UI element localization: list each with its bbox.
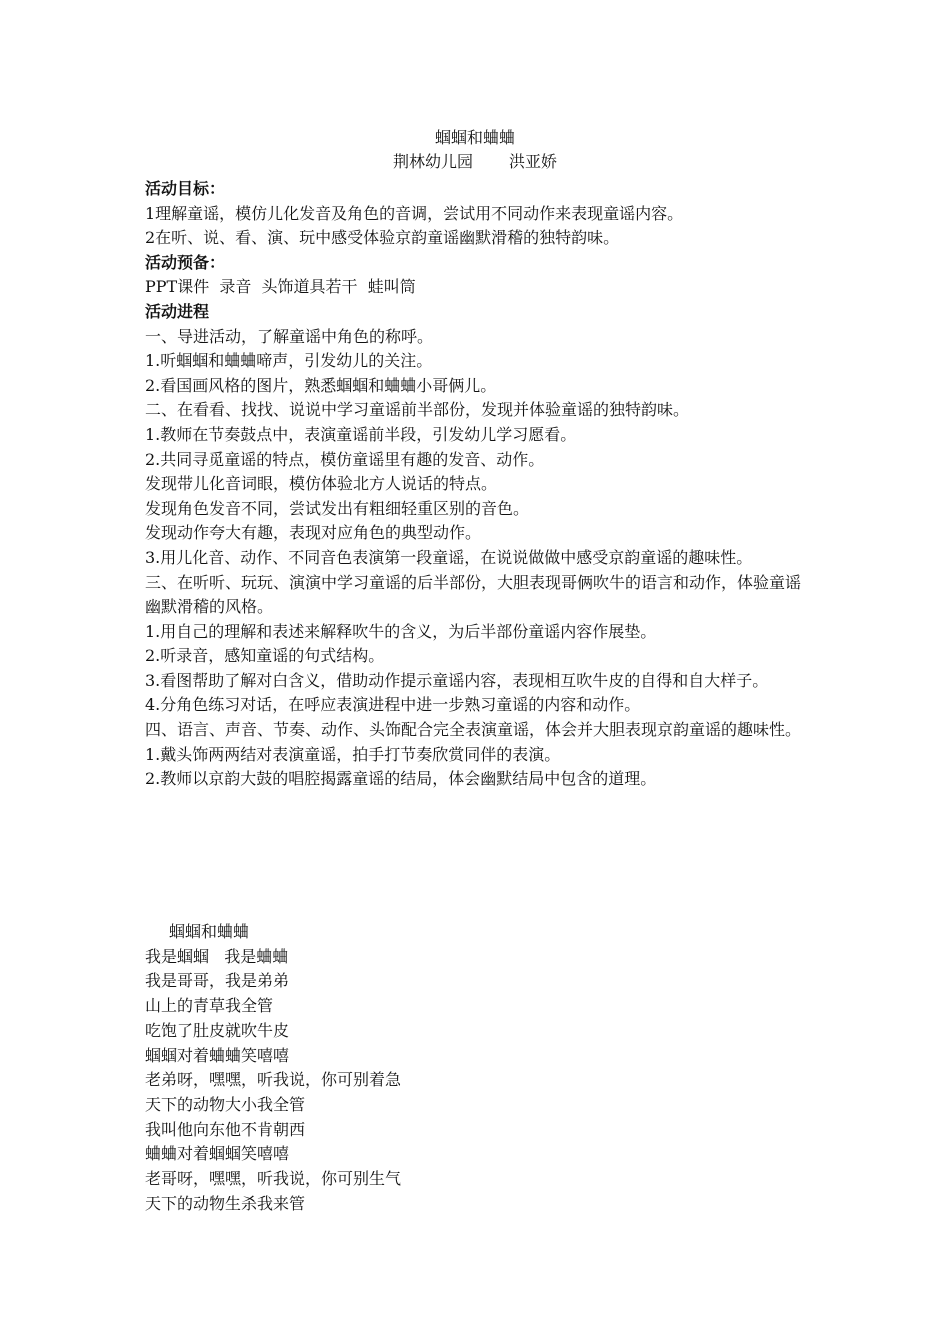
rhyme-line: 我是哥哥，我是弟弟 (145, 971, 290, 991)
nursery-rhyme (145, 920, 745, 1216)
process-line: 发现带儿化音词眼，模仿体验北方人说话的特点。 (145, 474, 498, 494)
author-name: 洪亚娇 (509, 152, 558, 171)
lesson-body (145, 177, 815, 792)
rhyme-line: 蛐蛐对着蝈蝈笑嘻嘻 (145, 1144, 290, 1164)
rhyme-line: 天下的动物生杀我来管 (145, 1193, 306, 1213)
process-line: 2.听录音，感知童谣的句式结构。 (145, 646, 385, 666)
rhyme-line: 老哥呀，嘿嘿，听我说，你可别生气 (145, 1169, 402, 1189)
rhyme-line: 吃饱了肚皮就吹牛皮 (145, 1020, 290, 1040)
rhyme-line: 我叫他向东他不肯朝西 (145, 1119, 306, 1139)
prep-heading: 活动预备： (145, 252, 226, 272)
process-line: 二、在看看、找找、说说中学习童谣前半部份，发现并体验童谣的独特韵味。 (145, 400, 690, 420)
rhyme-line: 老弟呀，嘿嘿，听我说，你可别着急 (145, 1070, 402, 1090)
author-line (0, 150, 950, 174)
process-line: 1.教师在节奏鼓点中，表演童谣前半段，引发幼儿学习愿看。 (145, 424, 577, 444)
process-line: 发现角色发音不同，尝试发出有粗细轻重区别的音色。 (145, 498, 530, 518)
process-line: 一、导进活动，了解童谣中角色的称呼。 (145, 326, 434, 346)
rhyme-line: 蝈蝈对着蛐蛐笑嘻嘻 (145, 1045, 290, 1065)
rhyme-line: 天下的动物大小我全管 (145, 1094, 306, 1114)
process-line: 四、语言、声音、节奏、动作、头饰配合完全表演童谣，体会并大胆表现京韵童谣的趣味性。 (145, 720, 802, 740)
school-name: 荆林幼儿园 (392, 152, 473, 171)
goal-item-2: 2在听、说、看、演、玩中感受体验京韵童谣幽默滑稽的独特韵味。 (145, 228, 620, 248)
process-line: 2.共同寻觅童谣的特点，模仿童谣里有趣的发音、动作。 (145, 449, 545, 469)
process-line: 2.教师以京韵大鼓的唱腔揭露童谣的结局，体会幽默结局中包含的道理。 (145, 769, 657, 789)
goals-heading: 活动目标： (145, 179, 226, 198)
process-line: 1.戴头饰两两结对表演童谣，拍手打节奏欣赏同伴的表演。 (145, 744, 561, 764)
rhyme-line: 山上的青草我全管 (145, 996, 274, 1016)
document-title: 蝈蝈和蛐蛐 (434, 128, 515, 147)
process-line: 3.用儿化音、动作、不同音色表演第一段童谣，在说说做做中感受京韵童谣的趣味性。 (145, 547, 753, 567)
process-line: 三、在听听、玩玩、演演中学习童谣的后半部份，大胆表现哥俩吹牛的语言和动作，体验童谣幽默滑稽的风格。 (145, 572, 802, 617)
process-line: 发现动作夸大有趣，表现对应角色的典型动作。 (145, 523, 482, 543)
process-line: 2.看国画风格的图片，熟悉蝈蝈和蛐蛐小哥俩儿。 (145, 375, 497, 395)
rhyme-line: 我是蝈蝈 我是蛐蛐 (145, 946, 289, 966)
process-line: 4.分角色练习对话，在呼应表演进程中进一步熟习童谣的内容和动作。 (145, 695, 641, 715)
prep-text: PPT课件 录音 头饰道具若干 蛙叫筒 (145, 277, 416, 297)
process-line: 1.听蝈蝈和蛐蛐啼声，引发幼儿的关注。 (145, 351, 433, 371)
rhyme-title: 蝈蝈和蛐蛐 (169, 922, 250, 941)
goal-item-1: 1理解童谣，模仿儿化发音及角色的音调，尝试用不同动作来表现童谣内容。 (145, 203, 684, 223)
process-line: 1.用自己的理解和表述来解释吹牛的含义，为后半部份童谣内容作展垫。 (145, 621, 657, 641)
process-line: 3.看图帮助了解对白含义，借助动作提示童谣内容，表现相互吹牛皮的自得和自大样子。 (145, 670, 769, 690)
process-heading: 活动进程 (145, 301, 210, 321)
